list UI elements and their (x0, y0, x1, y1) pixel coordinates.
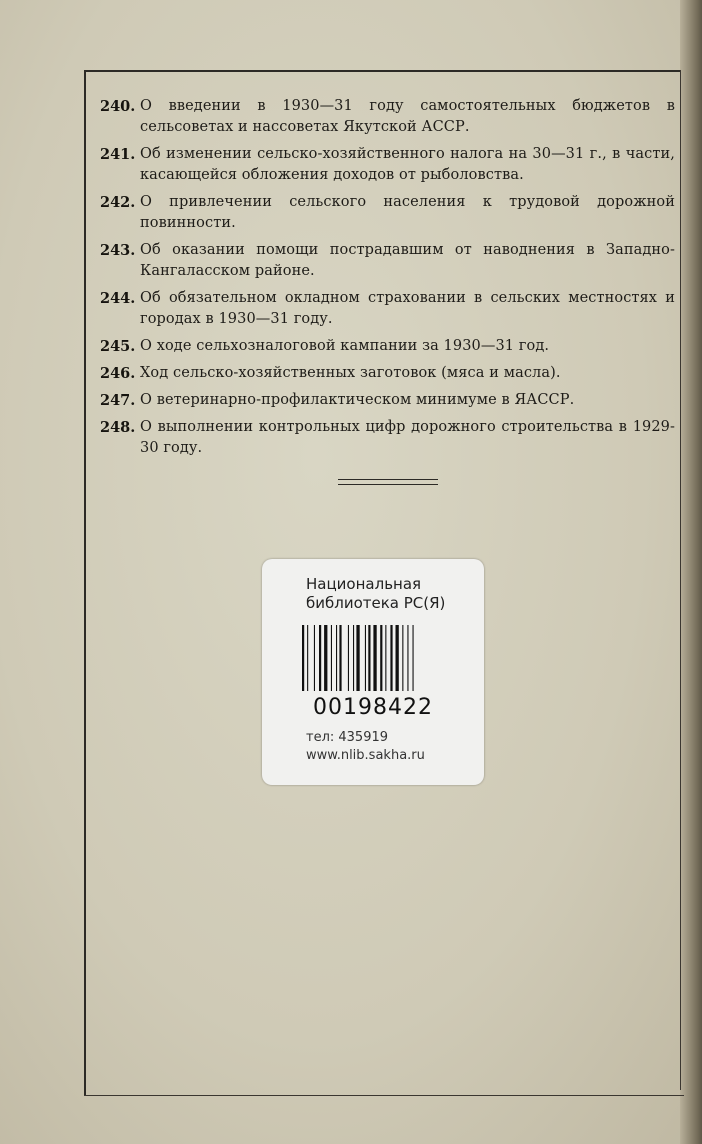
toc-item-number: 244. (100, 290, 136, 307)
toc-item-number: 245. (100, 338, 136, 355)
barcode-bar (373, 625, 376, 691)
toc-item (100, 144, 675, 186)
barcode-bar (385, 625, 386, 691)
barcode-bar (336, 625, 337, 691)
toc-item-text: О привлечении сельского населения к трудовой дорожной повинности. (140, 194, 675, 231)
toc-item-text: О ходе сельхозналоговой кампании за 1930—31 год. (140, 338, 550, 354)
toc-item (100, 363, 675, 384)
table-of-contents (100, 96, 675, 465)
barcode-bar (302, 625, 304, 691)
barcode-bar (396, 625, 399, 691)
barcode-bar (348, 625, 349, 691)
toc-item-number: 242. (100, 194, 136, 211)
library-name-line1: Национальная (306, 575, 422, 593)
barcode (302, 625, 444, 691)
toc-item (100, 390, 675, 411)
library-name-line2: библиотека РС(Я) (306, 594, 446, 612)
toc-item-number: 246. (100, 365, 136, 382)
toc-item (100, 96, 675, 138)
barcode-bar (356, 625, 359, 691)
library-name (306, 575, 445, 613)
toc-item-text: О выполнении контрольных цифр дорожного строительства в 1929-30 году. (140, 419, 675, 456)
barcode-bar (407, 625, 408, 691)
barcode-bar (331, 625, 332, 691)
toc-item-text: Об изменении сельско-хозяйственного налога на 30—31 г., в части, касающейся обложения доходов от рыболовства. (140, 146, 675, 183)
toc-item-number: 243. (100, 242, 136, 259)
barcode-bar (324, 625, 327, 691)
toc-item-text: О ветеринарно-профилактическом минимуме в ЯАССР. (140, 392, 575, 408)
barcode-bar (319, 625, 321, 691)
barcode-bar (353, 625, 354, 691)
page-frame-right (680, 70, 681, 1090)
barcode-bar (368, 625, 370, 691)
library-contact (306, 729, 425, 765)
barcode-bar (365, 625, 366, 691)
page-frame-top (84, 70, 680, 72)
toc-item-text: Ход сельско-хозяйственных заготовок (мяса и масла). (140, 365, 561, 381)
toc-item-text: О введении в 1930—31 году самостоятельных бюджетов в сельсоветах и нассоветах Якутской АССР. (140, 98, 675, 135)
section-divider (338, 479, 438, 487)
barcode-bar (339, 625, 341, 691)
toc-item (100, 417, 675, 459)
page-frame-left (84, 70, 86, 1095)
barcode-bar (413, 625, 414, 691)
barcode-bar (314, 625, 315, 691)
library-phone: тел: 435919 (306, 730, 389, 745)
toc-item-number: 240. (100, 98, 136, 115)
toc-item (100, 240, 675, 282)
toc-item-number: 241. (100, 146, 136, 163)
toc-item (100, 336, 675, 357)
barcode-bar (390, 625, 392, 691)
library-barcode-sticker (262, 559, 484, 785)
barcode-bar (380, 625, 382, 691)
barcode-bar (402, 625, 403, 691)
toc-item-text: Об оказании помощи пострадавшим от наводнения в Западно-Кангаласском районе. (140, 242, 675, 279)
toc-item (100, 288, 675, 330)
toc-item-text: Об обязательном окладном страховании в сельских местностях и городах в 1930—31 году. (140, 290, 675, 327)
barcode-number: 00198422 (313, 695, 433, 720)
toc-item (100, 192, 675, 234)
barcode-bar (307, 625, 308, 691)
book-spine-edge (680, 0, 702, 1144)
page-frame-bottom (84, 1095, 684, 1096)
library-website: www.nlib.sakha.ru (306, 748, 425, 763)
toc-item-number: 247. (100, 392, 136, 409)
toc-item-number: 248. (100, 419, 136, 436)
